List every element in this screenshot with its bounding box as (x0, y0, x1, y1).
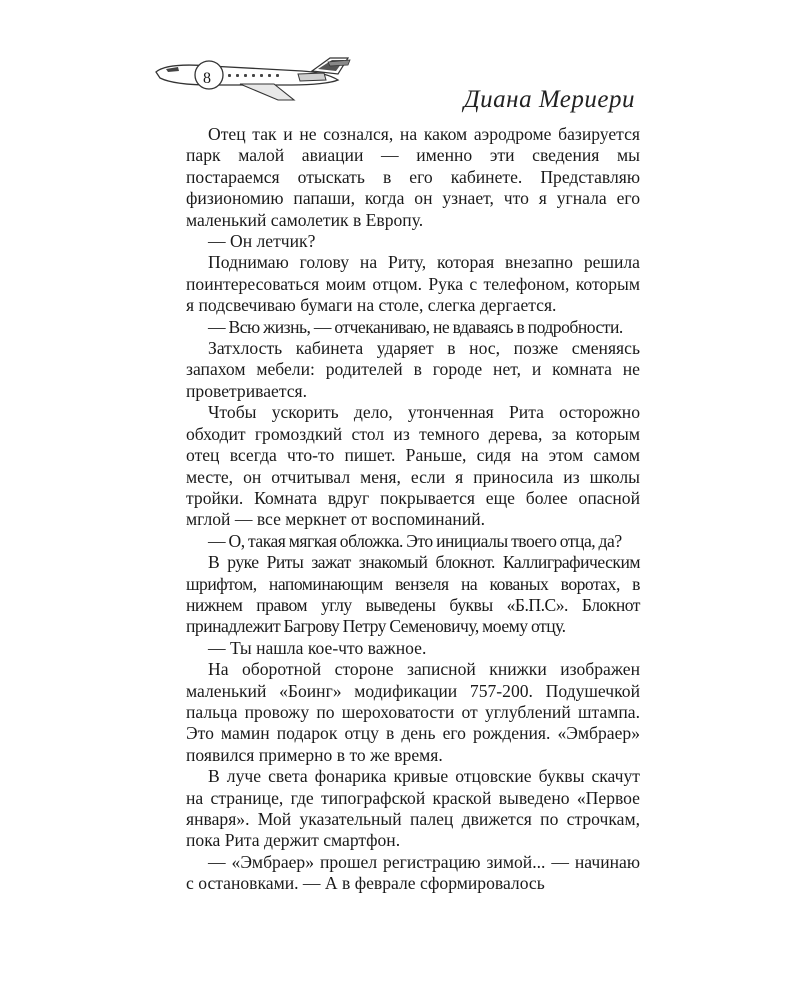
paragraph: — Ты нашла кое-что важное. (208, 637, 427, 658)
paragraph: Поднимаю голову на Риту, которая внезапно решила поинтересоваться моим отцом. Рука с телефоном, которым я подсвечиваю бумаги на столе, слегка дергается. (186, 252, 640, 316)
author-header: Диана Мериери (463, 86, 635, 113)
paragraph: — Он летчик? (208, 231, 316, 252)
paragraph: — Всю жизнь, — отчеканиваю, не вдаваясь в подробности. (208, 316, 623, 337)
page-number: 8 (203, 70, 211, 87)
paragraph: На оборотной стороне записной книжки изображен маленький «Боинг» модификации 757-200. Подушечкой пальца провожу по шероховатости от углублений штампа. Это мамин подарок отцу в день его рождения. «Эмбраер» появился примерно в то же время. (186, 659, 640, 765)
paragraph: Чтобы ускорить дело, утонченная Рита осторожно обходит громоздкий стол из темного дерева, за которым отец всегда что-то пишет. Раньше, сидя на этом самом месте, он отчитывал меня, если я приносила из школы тройки. Комната вдруг покрывается еще более опасной мглой — все меркнет от воспоминаний. (186, 402, 640, 530)
paragraph: В руке Риты зажат знакомый блокнот. Каллиграфическим шрифтом, напоминающим вензеля на кованых воротах, в нижнем правом углу выведены буквы «Б.П.С». Блокнот принадлежит Багрову Петру Семеновичу, моему отцу. (186, 552, 640, 637)
airplane-icon (152, 56, 352, 106)
paragraph: — «Эмбраер» прошел регистрацию зимой... — начинаю с остановками. — А в феврале сформировалось (186, 851, 640, 894)
body-text (186, 124, 640, 895)
paragraph: — О, такая мягкая обложка. Это инициалы твоего отца, да? (208, 530, 622, 551)
paragraph: Затхлость кабинета ударяет в нос, позже сменяясь запахом мебели: родителей в городе нет, и комната не проветривается. (186, 338, 640, 401)
paragraph: Отец так и не сознался, на каком аэродроме базируется парк малой авиации — именно эти сведения мы постараемся отыскать в его кабинете. Представляю физиономию папаши, когда он узнает, что я угнала его маленький самолетик в Европу. (186, 124, 640, 230)
paragraph: В луче света фонарика кривые отцовские буквы скачут на странице, где типографской краской выведено «Первое января». Мой указательный палец движется по строчкам, пока Рита держит смартфон. (186, 766, 640, 851)
